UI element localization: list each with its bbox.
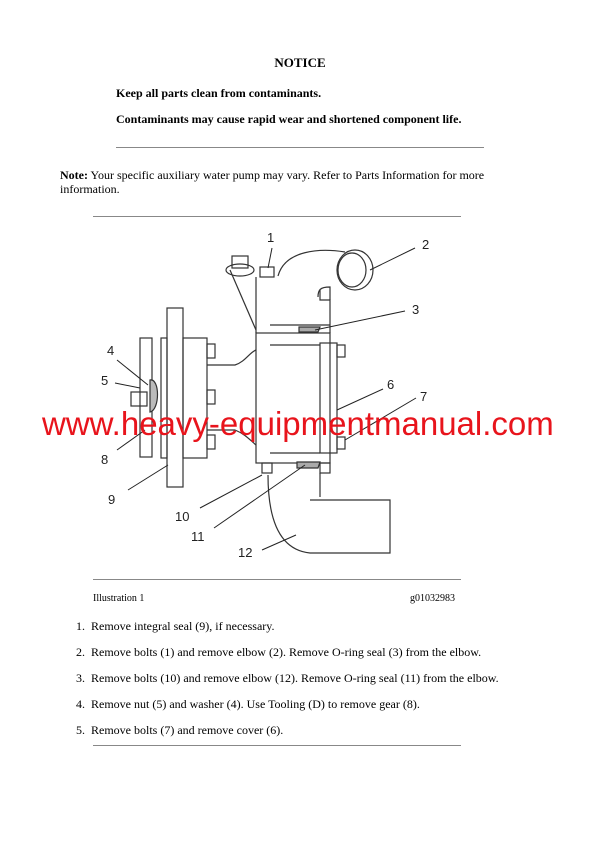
- callout-2: 2: [422, 237, 430, 252]
- callout-8: 8: [101, 452, 109, 467]
- water-pump-illustration: [90, 220, 470, 580]
- step-text: Remove integral seal (9), if necessary.: [91, 619, 275, 633]
- note-text: Your specific auxiliary water pump may vary. Refer to Parts Information for more information.: [60, 168, 485, 196]
- callout-7: 7: [420, 389, 428, 404]
- notice-title: NOTICE: [274, 55, 326, 70]
- illustration-caption: Illustration 1: [93, 593, 145, 604]
- step-number: 4.: [76, 697, 85, 711]
- callout-4: 4: [107, 343, 115, 358]
- illustration-id: g01032983: [410, 593, 455, 604]
- step-text: Remove bolts (1) and remove elbow (2). Remove O-ring seal (3) from the elbow.: [91, 645, 482, 659]
- callout-12: 12: [238, 545, 253, 560]
- step-text: Remove bolts (10) and remove elbow (12). Remove O-ring seal (11) from the elbow.: [91, 671, 499, 685]
- step-number: 3.: [76, 671, 85, 685]
- step-text: Remove bolts (7) and remove cover (6).: [91, 723, 284, 737]
- callout-5: 5: [101, 373, 109, 388]
- callout-1: 1: [267, 230, 275, 245]
- step-1: [76, 619, 274, 634]
- step-3: [76, 671, 499, 686]
- note-paragraph: [60, 168, 500, 196]
- step-text: Remove nut (5) and washer (4). Use Tooling (D) to remove gear (8).: [91, 697, 420, 711]
- step-number: 2.: [76, 645, 85, 659]
- callout-9: 9: [108, 492, 116, 507]
- note-label: Note:: [60, 168, 88, 182]
- watermark: www.heavy-equipmentmanual.com: [42, 405, 554, 442]
- callout-10: 10: [175, 509, 190, 524]
- step-number: 5.: [76, 723, 85, 737]
- callout-6: 6: [387, 377, 395, 392]
- step-4: [76, 697, 420, 712]
- callout-3: 3: [412, 302, 420, 317]
- notice-line-1: Keep all parts clean from contaminants.: [116, 86, 322, 100]
- step-number: 1.: [76, 619, 85, 633]
- callout-11: 11: [191, 529, 205, 544]
- divider: [93, 579, 461, 580]
- step-5: [76, 723, 283, 738]
- notice-line-2: Contaminants may cause rapid wear and shortened component life.: [116, 112, 462, 126]
- divider: [116, 147, 484, 148]
- step-2: [76, 645, 481, 660]
- divider: [93, 216, 461, 217]
- divider: [93, 745, 461, 746]
